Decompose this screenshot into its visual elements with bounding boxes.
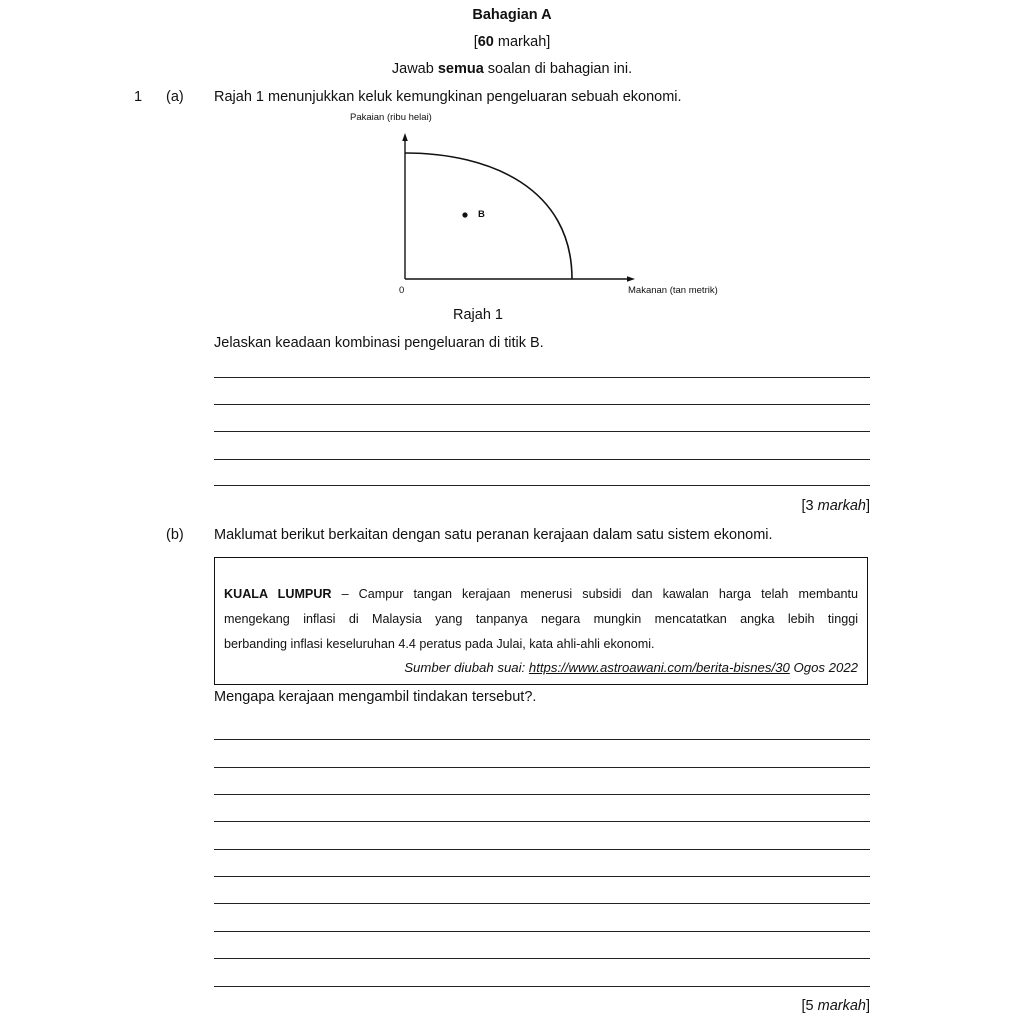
answer-line-b-9[interactable] [214,958,870,959]
answer-line-b-6[interactable] [214,876,870,877]
part-b-prompt: Mengapa kerajaan mengambil tindakan tersebut?. [214,689,537,705]
answer-line-a-3[interactable] [214,431,870,432]
ppc-chart-svg [340,108,760,308]
answer-line-a-4[interactable] [214,459,870,460]
answer-line-b-10[interactable] [214,986,870,987]
part-a-marks: [3 markah] [801,498,870,514]
y-axis-label: Pakaian (ribu helai) [350,112,432,123]
answer-line-b-2[interactable] [214,767,870,768]
part-b-stem: Maklumat berikut berkaitan dengan satu peranan kerajaan dalam satu sistem ekonomi. [214,527,773,543]
answer-line-b-3[interactable] [214,794,870,795]
x-axis-label: Makanan (tan metrik) [628,285,718,296]
excerpt-line-1: KUALA LUMPUR – Campur tangan kerajaan menerusi subsidi dan kawalan harga telah membantu [224,587,858,601]
ppc-figure [340,108,760,328]
figure-caption: Rajah 1 [453,307,503,323]
part-a-prompt: Jelaskan keadaan kombinasi pengeluaran di titik B. [214,335,544,351]
answer-line-b-4[interactable] [214,821,870,822]
news-excerpt-box [214,557,868,685]
section-marks: [60 markah] [473,34,551,50]
excerpt-line-3: berbanding inflasi keseluruhan 4.4 peratus pada Julai, kata ahli-ahli ekonomi. [224,637,655,651]
answer-line-b-5[interactable] [214,849,870,850]
answer-line-a-5[interactable] [214,485,870,486]
source-link[interactable]: https://www.astroawani.com/berita-bisnes/30 [528,660,790,675]
part-b-marks: [5 markah] [801,998,870,1014]
part-b-label: (b) [166,527,184,543]
answer-line-a-1[interactable] [214,377,870,378]
question-number: 1 [134,89,143,105]
answer-line-b-1[interactable] [214,739,870,740]
answer-line-b-7[interactable] [214,903,870,904]
point-b-label: B [478,209,485,220]
excerpt-source: Sumber diubah suai: https://www.astroawani.com/berita-bisnes/30 Ogos 2022 [404,660,858,675]
part-a-stem: Rajah 1 menunjukkan keluk kemungkinan pengeluaran sebuah ekonomi. [214,89,682,105]
excerpt-line-2: mengekang inflasi di Malaysia yang tanpanya negara mungkin mencatatkan angka lebih tinggi [224,612,858,626]
answer-line-b-8[interactable] [214,931,870,932]
answer-line-a-2[interactable] [214,404,870,405]
section-title: Bahagian A [472,7,552,23]
origin-label: 0 [399,285,405,296]
part-a-label: (a) [166,89,184,105]
section-instruction: Jawab semua soalan di bahagian ini. [391,61,633,77]
